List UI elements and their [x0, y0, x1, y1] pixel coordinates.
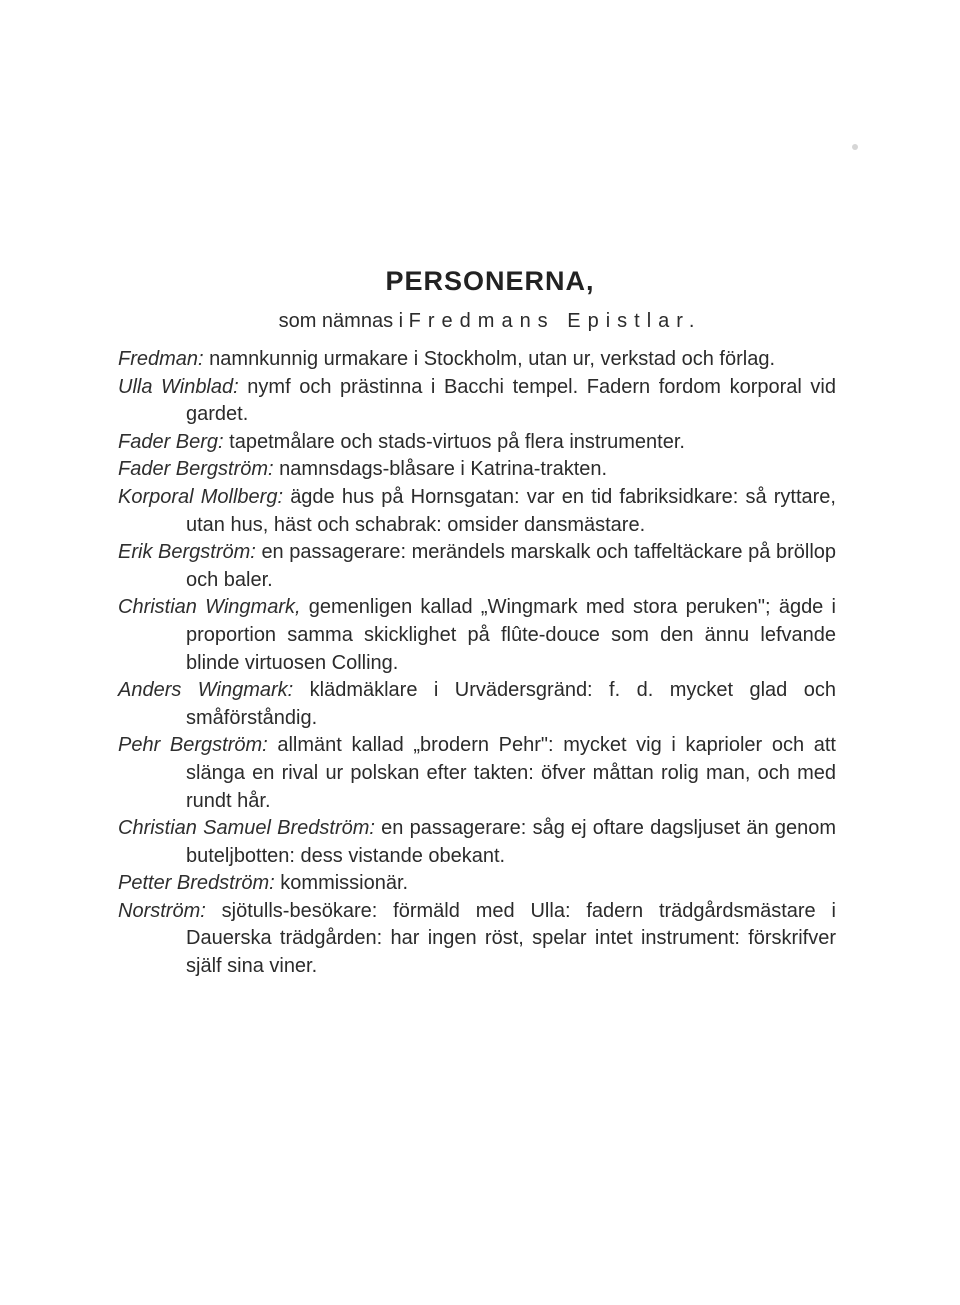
character-description: ägde hus på Hornsgatan: var en tid fabriksidkare: så ryttare, utan hus, häst och schabrak: omsider dansmästare. — [186, 485, 836, 536]
character-description: namnsdags-blåsare i Katrina-trakten. — [279, 458, 608, 481]
subtitle-work-title: Fredmans Epistlar. — [408, 310, 702, 332]
character-name: Christian Samuel Bredström: — [118, 817, 375, 840]
character-description: tapetmålare och stads-virtuos på flera instrumenter. — [229, 430, 685, 453]
page-subtitle — [0, 310, 960, 333]
character-description: namnkunnig urmakare i Stockholm, utan ur, verkstad och förlag. — [209, 348, 775, 370]
character-entry — [118, 429, 836, 457]
character-description: sjötulls-besökare: förmäld med Ulla: fadern trädgårdsmästare i Dauerska trädgården: har ingen röst, spelar intet instrument: förskrifver själf sina viner. — [186, 899, 836, 978]
character-entry — [118, 870, 836, 898]
page-speck — [852, 144, 858, 150]
character-name: Petter Bredström: — [118, 872, 275, 895]
character-description: allmänt kallad „brodern Pehr": mycket vig i kaprioler och att slänga en rival ur polskan efter takten: öfver måttan rolig man, och med rundt hår. — [186, 734, 836, 812]
character-description: klädmäklare i Urvädersgränd: f. d. mycket glad och småförståndig. — [186, 679, 836, 729]
character-name: Ulla Winblad: — [118, 375, 239, 398]
page-title: PERSONERNA, — [385, 266, 595, 296]
character-entry — [118, 484, 836, 539]
character-name: Norström: — [118, 899, 206, 922]
character-name: Anders Wingmark: — [118, 679, 294, 702]
character-entry — [118, 898, 836, 981]
character-description: en passagerare: merändels marskalk och taffeltäckare på bröllop och baler. — [186, 541, 837, 591]
character-entry — [118, 594, 836, 677]
character-name: Erik Bergström: — [118, 541, 256, 564]
character-entry — [118, 732, 836, 815]
character-name: Pehr Bergström: — [118, 734, 268, 757]
character-name: Fredman: — [118, 348, 204, 370]
character-description: nymf och prästinna i Bacchi tempel. Fadern fordom korporal vid gardet. — [186, 375, 836, 426]
character-list — [118, 346, 836, 981]
character-name: Christian Wingmark, — [118, 596, 301, 619]
character-description: en passagerare: såg ej oftare dagsljuset än genom buteljbotten: dess vistande obekant. — [186, 817, 837, 867]
character-description: kommissionär. — [280, 872, 409, 895]
character-description: gemenligen kallad „Wingmark med stora peruken"; ägde i proportion samma skicklighet på flûte-douce som den ännu lefvande blinde virtuosen Colling. — [186, 596, 836, 674]
character-entry — [118, 374, 836, 429]
subtitle-prefix: som nämnas i — [278, 310, 409, 332]
character-entry — [118, 539, 836, 594]
character-name: Korporal Mollberg: — [118, 485, 284, 508]
character-name: Fader Bergström: — [118, 458, 274, 481]
character-entry — [118, 346, 836, 374]
character-entry — [118, 456, 836, 484]
character-entry — [118, 815, 836, 870]
character-entry — [118, 677, 836, 732]
character-name: Fader Berg: — [118, 430, 224, 453]
